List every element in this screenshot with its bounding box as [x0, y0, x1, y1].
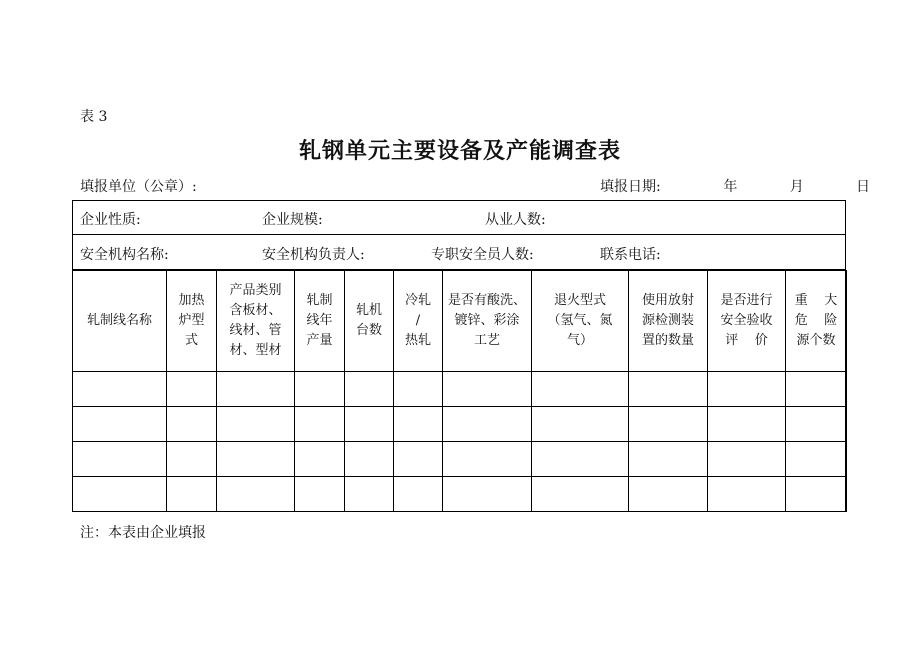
table-cell[interactable] [73, 477, 167, 512]
header-major-hazard-count: 重 大 危 险 源个数 [786, 271, 847, 372]
table-cell[interactable] [167, 442, 217, 477]
table-cell[interactable] [167, 407, 217, 442]
page-title: 轧钢单元主要设备及产能调查表 [298, 138, 621, 164]
fill-date-day: 日 [855, 179, 870, 195]
footnote: 注：本表由企业填报 [80, 525, 206, 541]
table-cell[interactable] [295, 477, 345, 512]
table-cell[interactable] [394, 407, 443, 442]
table-cell[interactable] [532, 372, 629, 407]
table-cell[interactable] [443, 477, 532, 512]
table-cell[interactable] [443, 407, 532, 442]
table-cell[interactable] [73, 442, 167, 477]
header-annealing-type: 退火型式 （氢气、氮 气） [532, 271, 629, 372]
fill-date-label: 填报日期: [600, 179, 661, 195]
table-cell[interactable] [73, 372, 167, 407]
table-cell[interactable] [786, 407, 847, 442]
table-cell[interactable] [167, 372, 217, 407]
header-mill-count: 轧机 台数 [345, 271, 394, 372]
header-furnace-type: 加热 炉型 式 [167, 271, 217, 372]
table-cell[interactable] [532, 407, 629, 442]
table-cell[interactable] [73, 407, 167, 442]
safety-org-name-label: 安全机构名称: [80, 247, 169, 263]
table-cell[interactable] [786, 372, 847, 407]
header-line-name: 轧制线名称 [73, 271, 167, 372]
fill-date-month: 月 [789, 179, 804, 195]
table-cell[interactable] [295, 442, 345, 477]
table-row [73, 442, 847, 477]
table-cell[interactable] [708, 407, 786, 442]
enterprise-nature-label: 企业性质: [80, 212, 141, 228]
table-cell[interactable] [217, 477, 295, 512]
table-cell[interactable] [295, 407, 345, 442]
table-cell[interactable] [394, 477, 443, 512]
header-pickling-process: 是否有酸洗、 镀锌、彩涂 工艺 [443, 271, 532, 372]
table-cell[interactable] [786, 442, 847, 477]
fill-date [600, 176, 870, 196]
header-product-category: 产品类别 含板材、 线材、管 材、型材 [217, 271, 295, 372]
table-cell[interactable] [532, 477, 629, 512]
safety-org-head-label: 安全机构负责人: [262, 247, 365, 263]
equipment-capacity-table [72, 270, 847, 512]
table-cell[interactable] [443, 442, 532, 477]
table-cell[interactable] [394, 372, 443, 407]
header-cold-hot: 冷轧 / 热轧 [394, 271, 443, 372]
employee-count-label: 从业人数: [485, 212, 546, 228]
table-cell[interactable] [629, 407, 708, 442]
safety-officer-count-label: 专职安全员人数: [431, 247, 534, 263]
table-row [73, 477, 847, 512]
table-cell[interactable] [394, 442, 443, 477]
table-cell[interactable] [786, 477, 847, 512]
header-annual-output: 轧制 线年 产量 [295, 271, 345, 372]
table-cell[interactable] [345, 372, 394, 407]
table-cell[interactable] [345, 442, 394, 477]
table-cell[interactable] [217, 442, 295, 477]
table-cell[interactable] [708, 372, 786, 407]
header-safety-acceptance: 是否进行 安全验收 评 价 [708, 271, 786, 372]
table-cell[interactable] [217, 407, 295, 442]
table-number: 表 3 [80, 109, 108, 125]
table-cell[interactable] [345, 407, 394, 442]
header-radiation-source-count: 使用放射 源检测装 置的数量 [629, 271, 708, 372]
info-row-1 [72, 200, 846, 235]
table-cell[interactable] [629, 372, 708, 407]
table-cell[interactable] [629, 442, 708, 477]
enterprise-scale-label: 企业规模: [262, 212, 323, 228]
table-cell[interactable] [708, 442, 786, 477]
table-row [73, 372, 847, 407]
fill-unit-label: 填报单位（公章）: [80, 179, 197, 195]
fill-date-year: 年 [723, 179, 738, 195]
table-cell[interactable] [629, 477, 708, 512]
table-cell[interactable] [443, 372, 532, 407]
table-cell[interactable] [295, 372, 345, 407]
info-row-2 [72, 235, 846, 270]
table-cell[interactable] [167, 477, 217, 512]
table-cell[interactable] [708, 477, 786, 512]
table-row [73, 407, 847, 442]
table-cell[interactable] [532, 442, 629, 477]
table-cell[interactable] [345, 477, 394, 512]
contact-phone-label: 联系电话: [600, 247, 661, 263]
header-row [73, 271, 847, 372]
table-cell[interactable] [217, 372, 295, 407]
